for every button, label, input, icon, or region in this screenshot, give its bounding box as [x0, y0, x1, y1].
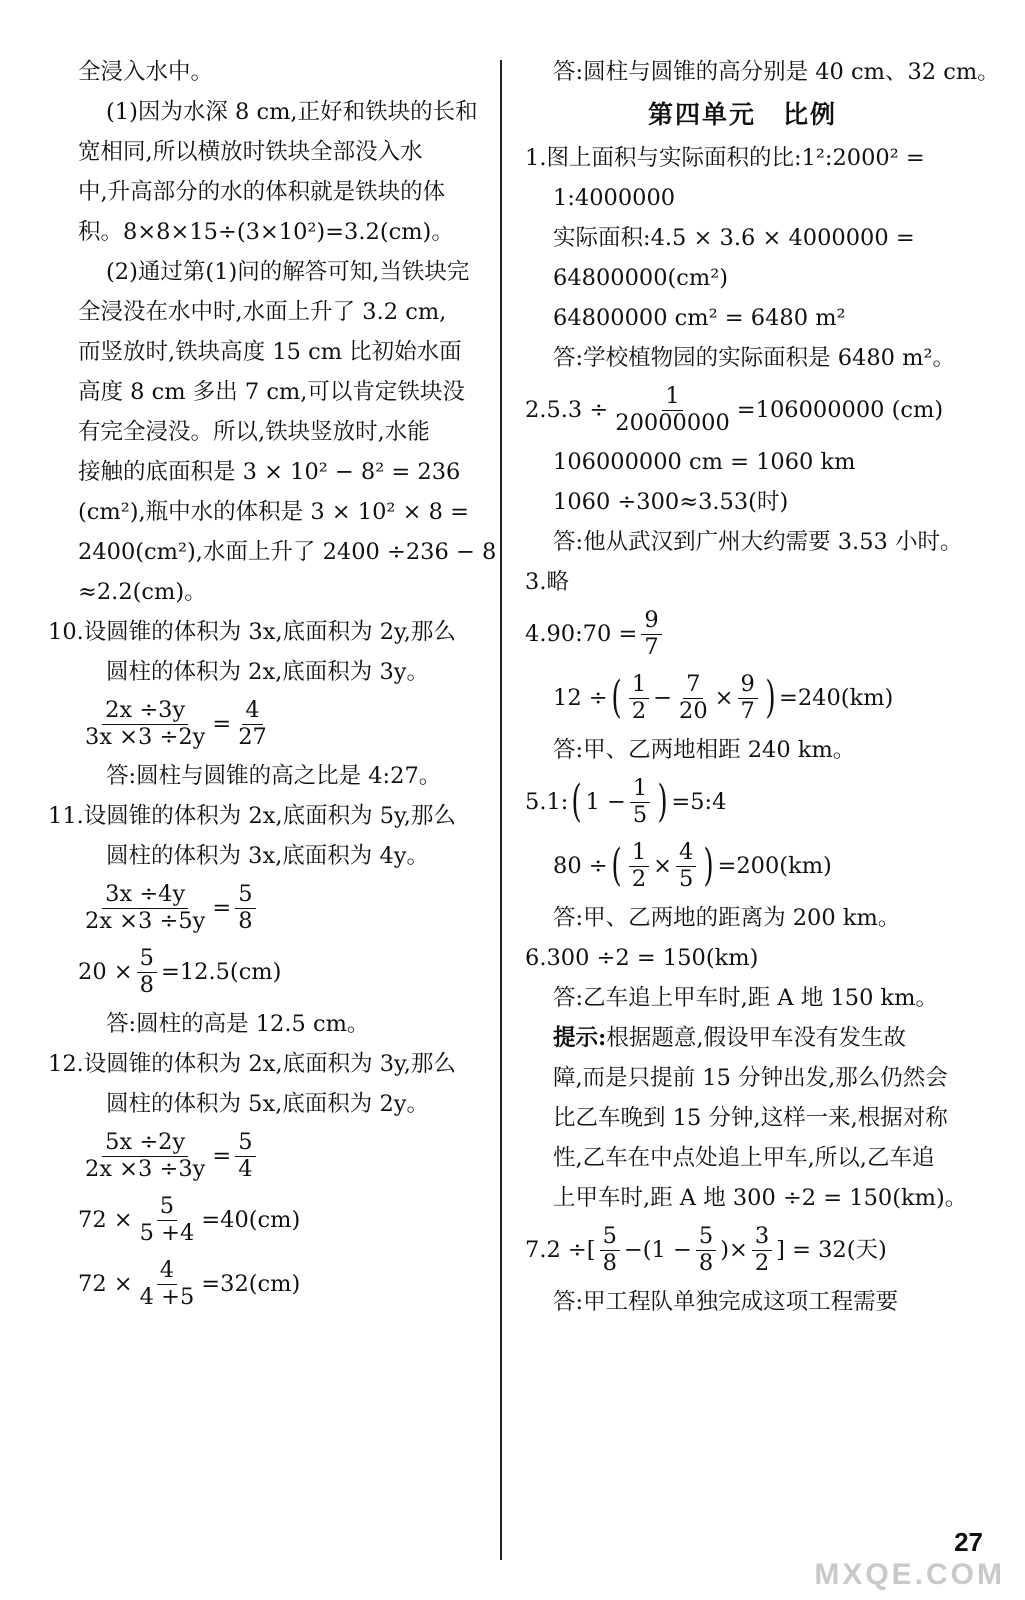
- answer-line: 答:学校植物园的实际面积是 6480 m²。: [553, 345, 956, 371]
- question-11: 11.设圆锥的体积为 2x,底面积为 5y,那么: [48, 803, 456, 829]
- fraction: $\frac{7}{20}$: [679, 670, 708, 724]
- fraction: $\frac{1}{2}$: [629, 672, 649, 725]
- text-line: (cm²),瓶中水的体积是 3 × 10² × 8 =: [78, 499, 469, 525]
- fraction: $\frac{1}{5}$: [630, 776, 650, 829]
- text-line: 全浸入水中。: [78, 59, 214, 85]
- formula-line: $\frac{3x \div 4y}{2x \times 3 \div 5y}$ = $\frac{5}{8}$: [78, 876, 478, 940]
- column-divider: [500, 60, 502, 1560]
- fraction: $\frac{5}{8}$: [137, 946, 157, 999]
- formula-line: 12 ÷ ( $\frac{1}{2}$ − $\frac{7}{20}$ × $\frac{9}{7}$ ) =240(km): [553, 670, 894, 724]
- question-3: 3.略: [525, 569, 569, 595]
- hint-line: 性,乙车在中点处追上甲车,所以,乙车追: [553, 1145, 935, 1171]
- fraction: $\frac{5x \div 2y}{2x \times 3 \div 3y}$: [85, 1128, 206, 1182]
- text-line: 积。8×8×15÷(3×10²)=3.2(cm)。: [78, 219, 454, 245]
- question-7: 7.2 ÷[ $\frac{5}{8}$ −(1 − $\frac{5}{8}$ )× $\frac{3}{2}$ ] = 32(天): [525, 1222, 887, 1276]
- text-line: 宽相同,所以横放时铁块全部没入水: [78, 139, 423, 165]
- text-line: (2)通过第(1)问的解答可知,当铁块完: [106, 259, 470, 285]
- formula-line: $\frac{5x \div 2y}{2x \times 3 \div 3y}$ = $\frac{5}{4}$: [78, 1124, 478, 1188]
- text-line: 圆柱的体积为 5x,底面积为 2y。: [106, 1091, 429, 1117]
- answer-line: 答:甲、乙两地的距离为 200 km。: [553, 905, 901, 931]
- fraction: $\frac{4}{27}$: [238, 696, 267, 750]
- text-line: 圆柱的体积为 2x,底面积为 3y。: [106, 659, 429, 685]
- text-line: 有完全浸没。所以,铁块竖放时,水能: [78, 419, 430, 445]
- page-number: 27: [954, 1527, 983, 1557]
- formula-line: 80 ÷ ( $\frac{1}{2}$ × $\frac{4}{5}$ ) =200(km): [553, 838, 832, 892]
- text-line: 2400(cm²),水面上升了 2400 ÷236 − 8: [78, 539, 497, 565]
- text-line: 106000000 cm = 1060 km: [553, 449, 856, 475]
- fraction: $\frac{3}{2}$: [752, 1224, 772, 1277]
- fraction: $\frac{9}{7}$: [738, 672, 758, 725]
- left-column: [48, 52, 497, 1316]
- question-6: 6.300 ÷2 = 150(km): [525, 945, 759, 971]
- formula-line: 72 × $\frac{5}{5 +4}$ =40(cm): [78, 1192, 301, 1246]
- answer-line: 答:甲工程队单独完成这项工程需要: [553, 1289, 899, 1315]
- hint-line: 上甲车时,距 A 地 300 ÷2 = 150(km)。: [553, 1185, 968, 1211]
- fraction: $\frac{5}{8}$: [600, 1224, 620, 1277]
- text-line: (1)因为水深 8 cm,正好和铁块的长和: [106, 99, 478, 125]
- watermark: MXQE.COM: [814, 1558, 1005, 1591]
- answer-line: 答:圆柱的高是 12.5 cm。: [106, 1011, 370, 1037]
- text-line: 圆柱的体积为 3x,底面积为 4y。: [106, 843, 429, 869]
- fraction: $\frac{5}{8}$: [696, 1224, 716, 1277]
- fraction: $\frac{5}{5 +4}$: [139, 1192, 195, 1246]
- text-line: 全浸没在水中时,水面上升了 3.2 cm,: [78, 299, 447, 325]
- text-line: 中,升高部分的水的体积就是铁块的体: [78, 179, 446, 205]
- fraction: $\frac{1}{20000000}$: [615, 382, 730, 436]
- question-2: 2.5.3 ÷ $\frac{1}{20000000}$ =106000000 (cm): [525, 382, 944, 436]
- text-line: 64800000 cm² = 6480 m²: [553, 305, 846, 331]
- answer-line: 答:他从武汉到广州大约需要 3.53 小时。: [553, 529, 963, 555]
- hint-line: 障,而是只提前 15 分钟出发,那么仍然会: [553, 1065, 948, 1091]
- question-4: 4.90:70 = $\frac{9}{7}$: [525, 602, 960, 666]
- answer-line: 答:圆柱与圆锥的高分别是 40 cm、32 cm。: [553, 59, 1000, 85]
- question-12: 12.设圆锥的体积为 2x,底面积为 3y,那么: [48, 1051, 456, 1077]
- fraction: $\frac{4}{4 +5}$: [139, 1256, 195, 1310]
- formula-line: 20 × $\frac{5}{8}$ =12.5(cm): [78, 944, 282, 998]
- fraction: $\frac{5}{8}$: [235, 882, 255, 935]
- hint-line: 比乙车晚到 15 分钟,这样一来,根据对称: [553, 1105, 948, 1131]
- answer-line: 答:圆柱与圆锥的高之比是 4:27。: [106, 763, 442, 789]
- answer-line: 答:乙车追上甲车时,距 A 地 150 km。: [553, 985, 939, 1011]
- text-line: 64800000(cm²): [553, 265, 729, 291]
- formula-line: 72 × $\frac{4}{4 +5}$ =32(cm): [78, 1256, 301, 1310]
- hint-line: 提示:根据题意,假设甲车没有发生故: [553, 1025, 906, 1051]
- text-line: 而竖放时,铁块高度 15 cm 比初始水面: [78, 339, 462, 365]
- fraction: $\frac{3x \div 4y}{2x \times 3 \div 5y}$: [85, 880, 206, 934]
- text-line: 接触的底面积是 3 × 10² − 8² = 236: [78, 459, 461, 485]
- answer-line: 答:甲、乙两地相距 240 km。: [553, 737, 856, 763]
- question-10: 10.设圆锥的体积为 3x,底面积为 2y,那么: [48, 619, 456, 645]
- text-line: 1:4000000: [553, 185, 676, 211]
- question-5: 5.1: ( 1 − $\frac{1}{5}$ ) =5:4: [525, 774, 727, 828]
- question-1: 1.图上面积与实际面积的比:1²:2000² =: [525, 145, 925, 171]
- section-title: 第四单元 比例: [647, 100, 837, 129]
- hint-label: 提示:: [553, 1025, 607, 1051]
- text-line: 实际面积:4.5 × 3.6 × 4000000 =: [553, 225, 915, 251]
- formula-line: $\frac{2x \div 3y}{3x \times 3 \div 2y}$ = $\frac{4}{27}$: [78, 692, 478, 756]
- right-column: [525, 52, 1000, 1322]
- text-line: 高度 8 cm 多出 7 cm,可以肯定铁块没: [78, 379, 465, 405]
- fraction: $\frac{9}{7}$: [641, 608, 661, 661]
- text-line: 1060 ÷300≈3.53(时): [553, 489, 789, 515]
- fraction: $\frac{1}{2}$: [629, 840, 649, 893]
- fraction: $\frac{5}{4}$: [235, 1130, 255, 1183]
- text-line: ≈2.2(cm)。: [78, 579, 207, 605]
- fraction: $\frac{4}{5}$: [676, 840, 696, 893]
- fraction: $\frac{2x \div 3y}{3x \times 3 \div 2y}$: [85, 696, 206, 750]
